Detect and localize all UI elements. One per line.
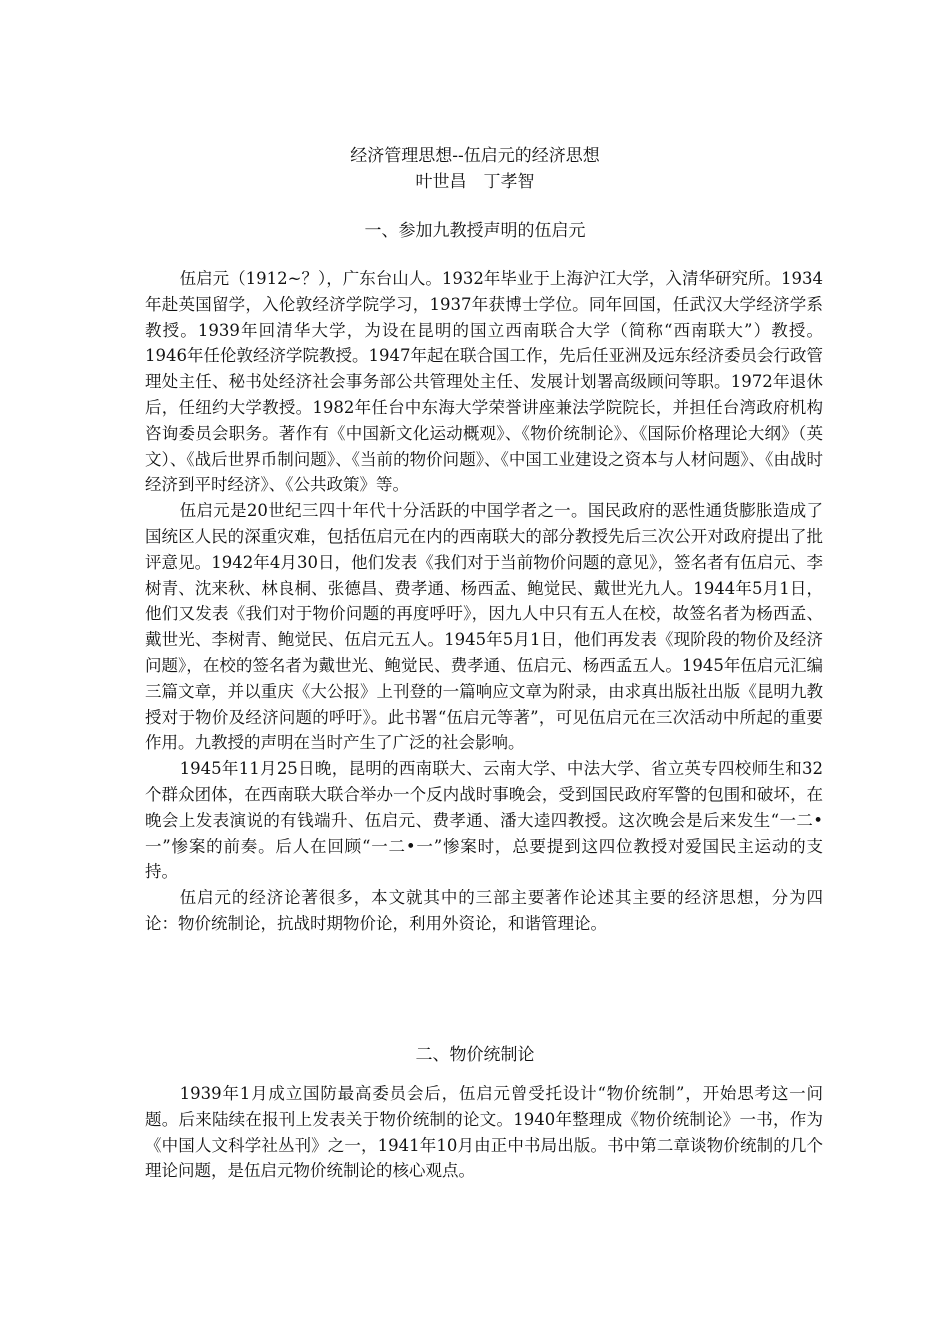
paragraph: 伍启元是20世纪三四十年代十分活跃的中国学者之一。国民政府的恶性通货膨胀造成了国统区人民的深重灾难，包括伍启元在内的西南联大的部分教授先后三次公开对政府提出了批评意见。1942年4月30日，他们发表《我们对于当前物价问题的意见》，签名者有伍启元、李树青、沈来秋、林良桐、张德昌、费孝通、杨西孟、鲍觉民、戴世光九人。1944年5月1日，他们又发表《我们对于物价问题的再度呼吁》，因九人中只有五人在校，故签名者为杨西孟、戴世光、李树青、鲍觉民、伍启元五人。1945年5月1日，他们再发表《现阶段的物价及经济问题》，在校的签名者为戴世光、鲍觉民、费孝通、伍启元、杨西孟五人。1945年伍启元汇编三篇文章，并以重庆《大公报》上刊登的一篇响应文章为附录，由求真出版社出版《昆明九教授对于物价及经济问题的呼吁》。此书署“伍启元等著”，可见伍启元在三次活动中所起的重要作用。九教授的声明在当时产生了广泛的社会影响。 <box>145 501 823 753</box>
document-title: 经济管理思想--伍启元的经济思想 <box>350 146 600 166</box>
section-heading-1: 一、参加九教授声明的伍启元 <box>364 221 586 241</box>
section-body-2 <box>145 1081 823 1184</box>
document-authors: 叶世昌 丁孝智 <box>415 172 535 192</box>
paragraph: 伍启元的经济论著很多，本文就其中的三部主要著作论述其主要的经济思想，分为四论：物价统制论，抗战时期物价论，利用外资论，和谐管理论。 <box>145 888 823 933</box>
section-body-1 <box>145 266 823 937</box>
paragraph: 伍启元（1912~？），广东台山人。1932年毕业于上海沪江大学，入清华研究所。1934年赴英国留学，入伦敦经济学院学习，1937年获博士学位。同年回国，任武汉大学经济学系教授。1939年回清华大学，为设在昆明的国立西南联合大学（简称“西南联大”）教授。1946年任伦敦经济学院教授。1947年起在联合国工作，先后任亚洲及远东经济委员会行政管理处主任、秘书处经济社会事务部公共管理处主任、发展计划署高级顾问等职。1972年退休后，任纽约大学教授。1982年任台中东海大学荣誉讲座兼法学院院长，并担任台湾政府机构咨询委员会职务。著作有《中国新文化运动概观》、《物价统制论》、《国际价格理论大纲》（英文）、《战后世界币制问题》、《当前的物价问题》、《中国工业建设之资本与人材问题》、《由战时经济到平时经济》、《公共政策》等。 <box>145 269 823 495</box>
section-heading-2: 二、物价统制论 <box>415 1045 535 1065</box>
paragraph: 1939年1月成立国防最高委员会后，伍启元曾受托设计“物价统制”，开始思考这一问题。后来陆续在报刊上发表关于物价统制的论文。1940年整理成《物价统制论》一书，作为《中国人文科学社丛刊》之一，1941年10月由正中书局出版。书中第二章谈物价统制的几个理论问题，是伍启元物价统制论的核心观点。 <box>145 1084 823 1181</box>
paragraph: 1945年11月25日晚，昆明的西南联大、云南大学、中法大学、省立英专四校师生和32个群众团体，在西南联大联合举办一个反内战时事晚会，受到国民政府军警的包围和破坏，在晚会上发表演说的有钱端升、伍启元、费孝通、潘大逵四教授。这次晚会是后来发生“一二•一”惨案的前奏。后人在回顾“一二•一”惨案时，总要提到这四位教授对爱国民主运动的支持。 <box>145 759 823 882</box>
document-header <box>0 143 950 195</box>
